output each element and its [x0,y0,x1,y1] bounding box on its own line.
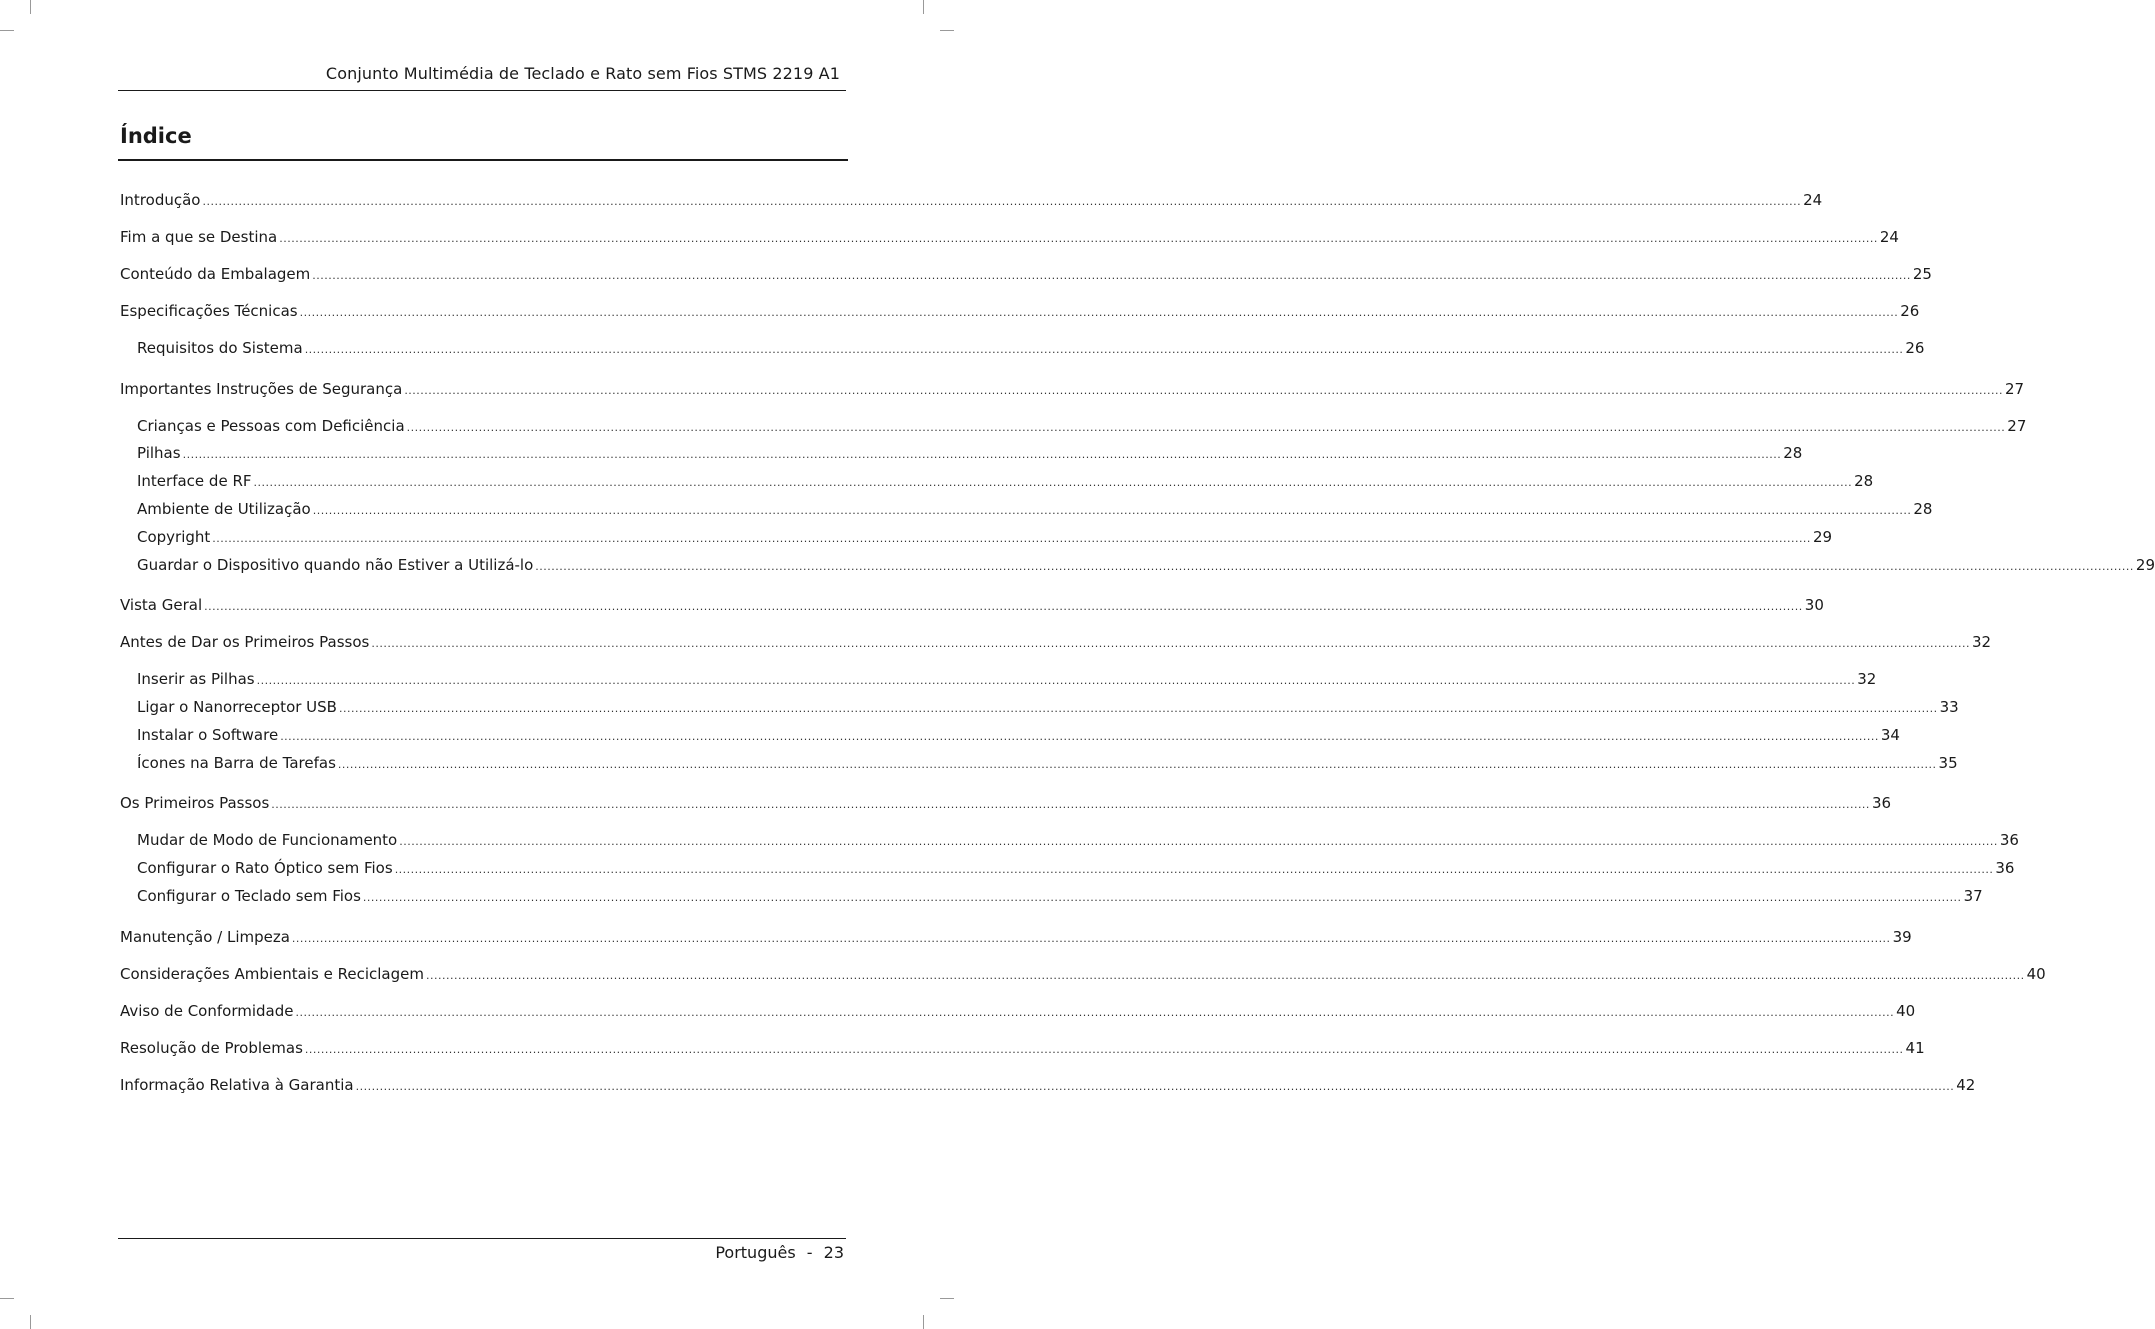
toc-entry-page: 28 [1854,472,1874,490]
running-header: Conjunto Multimédia de Teclado e Rato sem Fios STMS 2219 A1 [325,64,840,83]
toc-entry-label: Fim a que se Destina [120,228,278,246]
toc-dot-leader: ................................................................................................................................................................................................................................................................................................................................................................................................................ [399,835,1998,848]
footer-page-number: 23 [823,1243,844,1262]
toc-entry-label: Vista Geral [120,596,203,614]
toc-entry-page: 33 [1939,698,1959,716]
toc-entry-page: 39 [1892,928,1912,946]
toc-entry-label: Informação Relativa à Garantia [120,1076,354,1094]
toc-dot-leader: ................................................................................................................................................................................................................................................................................................................................................................................................................ [312,504,1912,517]
toc-entry-label: Pilhas [137,444,181,462]
toc-entry-label: Inserir as Pilhas [137,670,255,688]
toc-entry-page: 26 [1905,339,1925,357]
toc-dot-leader: ................................................................................................................................................................................................................................................................................................................................................................................................................ [295,1006,1895,1019]
toc-entry-label: Instalar o Software [137,726,279,744]
toc-entry-page: 37 [1963,887,1983,905]
toc-entry[interactable] [120,1037,1925,1059]
toc-entry[interactable] [137,470,1874,492]
toc-entry[interactable] [137,526,1833,548]
toc-entry-page: 40 [2026,965,2046,983]
toc-entry[interactable] [137,829,2019,851]
title-rule [118,159,848,161]
toc-entry-label: Os Primeiros Passos [120,794,270,812]
toc-dot-leader: ................................................................................................................................................................................................................................................................................................................................................................................................................ [338,702,1938,715]
toc-entry-label: Conteúdo da Embalagem [120,265,311,283]
toc-entry-page: 40 [1896,1002,1916,1020]
toc-entry[interactable] [120,594,1824,616]
toc-entry-page: 35 [1938,754,1958,772]
toc-entry-label: Requisitos do Sistema [137,339,303,357]
toc-entry-page: 25 [1912,265,1932,283]
crop-mark [0,1298,14,1299]
toc-entry[interactable] [137,498,1933,520]
toc-dot-leader: ................................................................................................................................................................................................................................................................................................................................................................................................................ [404,384,2003,397]
toc-dot-leader: ................................................................................................................................................................................................................................................................................................................................................................................................................ [535,560,2134,573]
toc-entry-label: Crianças e Pessoas com Deficiência [137,417,405,435]
crop-mark [30,1315,31,1329]
toc-entry[interactable] [120,963,2046,985]
toc-entry[interactable] [137,885,1983,907]
toc-entry[interactable] [120,1074,1976,1096]
toc-entry[interactable] [120,631,1992,653]
toc-dot-leader: ................................................................................................................................................................................................................................................................................................................................................................................................................ [362,891,1962,904]
toc-dot-leader: ................................................................................................................................................................................................................................................................................................................................................................................................................ [182,448,1782,461]
crop-mark [923,1315,924,1329]
toc-entry-label: Guardar o Dispositivo quando não Estiver a Utilizá-lo [137,556,534,574]
toc-entry-label: Configurar o Rato Óptico sem Fios [137,859,393,877]
toc-dot-leader: ................................................................................................................................................................................................................................................................................................................................................................................................................ [371,637,1970,650]
toc-entry-page: 30 [1804,596,1824,614]
toc-dot-leader: ................................................................................................................................................................................................................................................................................................................................................................................................................ [312,269,1911,282]
toc-entry[interactable] [137,337,1925,359]
toc-dot-leader: ................................................................................................................................................................................................................................................................................................................................................................................................................ [253,476,1853,489]
toc-entry-label: Introdução [120,191,201,209]
footer-language: Português [715,1243,796,1262]
toc-dot-leader: ................................................................................................................................................................................................................................................................................................................................................................................................................ [304,343,1904,356]
toc-entry[interactable] [120,189,1823,211]
header-rule [118,90,846,91]
toc-entry[interactable] [120,378,2025,400]
toc-entry-page: 28 [1913,500,1933,518]
toc-entry-label: Interface de RF [137,472,252,490]
crop-mark [30,0,31,14]
crop-mark [923,0,924,14]
toc-dot-leader: ................................................................................................................................................................................................................................................................................................................................................................................................................ [406,421,2006,434]
toc-dot-leader: ................................................................................................................................................................................................................................................................................................................................................................................................................ [425,969,2025,982]
toc-entry-label: Manutenção / Limpeza [120,928,290,946]
toc-dot-leader: ................................................................................................................................................................................................................................................................................................................................................................................................................ [256,674,1856,687]
toc-entry-page: 29 [1812,528,1833,546]
toc-entry-label: Importantes Instruções de Segurança [120,380,403,398]
toc-entry-page: 24 [1879,228,1899,246]
toc-entry-page: 27 [2007,417,2027,435]
toc-entry[interactable] [120,792,1892,814]
toc-dot-leader: ................................................................................................................................................................................................................................................................................................................................................................................................................ [299,306,1899,319]
toc-entry-label: Antes de Dar os Primeiros Passos [120,633,370,651]
footer-separator: - [806,1243,813,1262]
toc-entry-label: Copyright [137,528,211,546]
toc-entry-label: Ícones na Barra de Tarefas [137,754,336,772]
toc-dot-leader: ................................................................................................................................................................................................................................................................................................................................................................................................................ [279,232,1878,245]
toc-entry[interactable] [137,668,1877,690]
toc-entry-label: Configurar o Teclado sem Fios [137,887,361,905]
toc-entry-label: Mudar de Modo de Funcionamento [137,831,398,849]
toc-entry-page: 41 [1905,1039,1925,1057]
toc-dot-leader: ................................................................................................................................................................................................................................................................................................................................................................................................................ [394,863,1994,876]
toc-dot-leader: ................................................................................................................................................................................................................................................................................................................................................................................................................ [355,1080,1955,1093]
toc-entry[interactable] [120,226,1899,248]
toc-entry[interactable] [120,1000,1916,1022]
toc-entry[interactable] [137,415,2027,437]
toc-entry-label: Resolução de Problemas [120,1039,303,1057]
page-footer [715,1243,844,1262]
toc-entry-label: Considerações Ambientais e Reciclagem [120,965,424,983]
toc-entry-page: 29 [2135,556,2155,574]
toc-dot-leader: ................................................................................................................................................................................................................................................................................................................................................................................................................ [291,932,1891,945]
crop-mark [940,30,954,31]
crop-mark [0,30,14,31]
toc-entry[interactable] [137,696,1959,718]
toc-dot-leader: ................................................................................................................................................................................................................................................................................................................................................................................................................ [204,600,1803,613]
toc-entry-page: 36 [1871,794,1892,812]
toc-entry[interactable] [120,263,1932,285]
toc-entry[interactable] [137,554,2155,576]
toc-entry-page: 26 [1900,302,1920,320]
toc-entry-page: 34 [1880,726,1900,744]
toc-entry[interactable] [120,300,1920,322]
toc-entry-page: 32 [1857,670,1877,688]
toc-entry-page: 42 [1956,1076,1976,1094]
toc-entry[interactable] [137,724,1900,746]
toc-dot-leader: ................................................................................................................................................................................................................................................................................................................................................................................................................ [337,758,1937,771]
toc-entry-label: Ambiente de Utilização [137,500,311,518]
toc-entry-label: Aviso de Conformidade [120,1002,294,1020]
crop-mark [940,1298,954,1299]
toc-dot-leader: ................................................................................................................................................................................................................................................................................................................................................................................................................ [212,532,1811,545]
toc-dot-leader: ................................................................................................................................................................................................................................................................................................................................................................................................................ [202,195,1802,208]
toc-entry[interactable] [137,442,1803,464]
toc-entry[interactable] [137,857,2015,879]
page-title: Índice [120,124,192,148]
toc-entry-page: 36 [1999,831,2019,849]
toc-entry-label: Especificações Técnicas [120,302,298,320]
toc-entry-page: 27 [2004,380,2025,398]
toc-entry[interactable] [137,752,1958,774]
toc-entry-page: 28 [1783,444,1803,462]
toc-entry-page: 24 [1803,191,1823,209]
toc-entry-page: 36 [1995,859,2015,877]
toc-entry-page: 32 [1971,633,1992,651]
toc-entry[interactable] [120,926,1912,948]
footer-rule [118,1238,846,1239]
toc-dot-leader: ................................................................................................................................................................................................................................................................................................................................................................................................................ [280,730,1879,743]
toc-entry-label: Ligar o Nanorreceptor USB [137,698,337,716]
toc-dot-leader: ................................................................................................................................................................................................................................................................................................................................................................................................................ [304,1043,1904,1056]
toc-dot-leader: ................................................................................................................................................................................................................................................................................................................................................................................................................ [271,798,1870,811]
